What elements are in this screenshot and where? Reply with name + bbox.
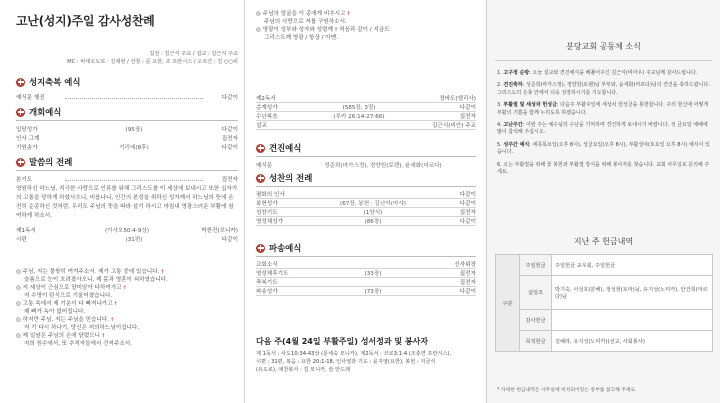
cross-icon: [16, 158, 25, 167]
collect-prayer: 영원하신 하느님, 지극한 사랑으로 인류를 위해 그리스도를 이 세상에 보내시고 또한 십자가의 고통을 당하게 하셨사오니, 비옵나니, 인간의 본성을 취하신 성자께서 하느님의 뜻에 온전히 순종하신 것처럼, 우리도 주님의 뜻을 따라 살기 하시고 마침내 영광스러운 부활에 참여하게 하소서.: [16, 186, 238, 219]
service-row: 입당성가 (95장) 다같이: [16, 126, 238, 133]
finance-group-cell: 구분: [496, 255, 520, 352]
service-row: 축복기도 집전자: [256, 280, 476, 286]
credit-line-2: MC : 바대오도로 · 김재현 / 선창 : 문 요한, 조 프란시스 / 오르간 : 김 ○○피: [67, 59, 238, 65]
finance-detail: 주일헌금 교우회, 주일헌금: [552, 255, 713, 276]
service-row: 본기도 집전자: [16, 176, 238, 183]
section-title: 견진예식: [269, 143, 302, 153]
psalm-responses-continued: [256, 10, 476, 42]
section-title: 성지축복 예식: [29, 77, 81, 87]
credits: [16, 50, 238, 66]
service-row: 인사 그계 집전자: [16, 135, 238, 142]
finance-detail: 김혜라, 유지성(노미카)(선교, 사회봉사): [552, 331, 713, 352]
finance-detail: [552, 310, 713, 331]
cross-icon: [256, 174, 265, 183]
service-row: 예식문 정준희(마가스정), 정양원(로렌), 윤세화(마르다): [256, 162, 442, 169]
finance-table: [495, 254, 713, 352]
readings: [256, 94, 476, 130]
service-row: 파송성가 (73장) 다같이: [256, 289, 476, 295]
notice-item: 1. 고구정 순방: 오늘 설교와 견진예식을 베풀어주신 김근식(비아우) 주교님께 감사드립니다.: [497, 70, 698, 76]
notice-list: [497, 70, 710, 181]
psalm-responses: [16, 268, 238, 348]
response-line: 슬픔으로 눈이 흐려졌사오니, 제 몸과 영혼이 쇠하였습니다.: [24, 277, 168, 283]
announcements-column: [486, 0, 720, 403]
section-word: [16, 156, 238, 243]
response-line: 주님의 사랑으로 저를 구원하소서.: [264, 19, 347, 25]
section-confirmation: [256, 142, 476, 169]
section-opening: [16, 106, 238, 151]
response-line: 저 수명이 탄식으로 기울어졌습니다.: [24, 293, 113, 299]
cross-icon: [16, 78, 25, 87]
cross-icon: [256, 244, 265, 253]
finance-note: * 자세한 헌금내역은 사무실에 비치되어있는 장부를 참고해 주세요.: [497, 388, 637, 393]
service-row: 설교 김근식(비안) 주교: [256, 123, 476, 129]
notice-item: 4. 고난주간: 이번 주는 예수님의 수난을 기억하며 경건하게 보내시기 바랍니다. 성 금요일 예배에 많이 참석해 주십시오.: [497, 122, 708, 136]
service-row: 성찬기도 (1양식) 집전자: [256, 210, 476, 216]
notice-item: 2. 견진축하: 성준희(마가스정), 정양원(로렌)님 부부와, 윤세화(마르다)님의 견진을 축하드립니다. 그리스도의 은총 안에서 더욱 성장하시기를 기도합니다.: [497, 82, 710, 96]
service-row: 평화의 인사 다같이: [256, 192, 476, 198]
section-title: 말씀의 전례: [29, 157, 73, 167]
service-row: 교회소식 신자위장: [256, 262, 476, 268]
section-title: 성찬의 전례: [269, 173, 313, 183]
next-week-heading: 다음 주(4월 24일 부활주일) 성서정과 및 봉사자: [256, 337, 429, 346]
table-row: [496, 276, 713, 310]
service-row: 예식문 행진 다같이: [16, 94, 238, 101]
notice-item: 5. 성주간 예식: 세족목요일(오후 8시), 성금요일(오후 8시), 부활성야(토요일 오후 8시) 예식이 있습니다.: [497, 141, 710, 156]
finance-kind: 십일조: [520, 276, 552, 310]
section-dismissal: [256, 242, 476, 296]
response-line: 그리스도께 영광 / 항상 / 아멘.: [264, 35, 338, 41]
cross-icon: [256, 144, 265, 153]
notice-item: 3. 부활절 및 세성차 헌성금: 다음주 부활주일에 세성차 헌성금을 봉헌합니다. 주의 현신에 어떻게 부활의 기쁨을 함께 누리도록 하겠습니다.: [497, 102, 709, 116]
service-row: 기원송가 기리에(8후) 다같이: [16, 144, 238, 151]
service-row: 층계성가 (585장, 3절) 다같이: [256, 105, 476, 111]
credit-line-1: 집전 : 김근식 주교 / 설교 : 김근식 주교: [149, 51, 238, 57]
response-line: ◎ 영광이 성부와 성자와 성령께 † 처음과 같이 / 지금도: [256, 27, 390, 33]
service-row: 수난복음 (루카 26:14-27:66) 집전자: [256, 114, 476, 120]
notice-item: 6. 오는 부활절을 위해 꽃 봉헌과 부활절 장식을 위해 봉사자를 찾습니다. 교회 사무실로 문의해 주세요.: [497, 161, 710, 176]
cross-icon: [16, 108, 25, 117]
response-line: ◎ 하지만 주님, 저는 주님을 믿습니다. †: [16, 317, 114, 323]
response-line: ◎ 고통 속에서 제 기운이 다 빠져나가고 †: [16, 301, 118, 307]
service-row: 봉헌성가 (67장, 봉헌 : 김난이(마샤) 다같이: [256, 201, 476, 207]
service-row: 영성체성가 (86장) 다같이: [256, 219, 476, 225]
table-row: [496, 255, 713, 276]
finance-detail: 박기숙, 이성호(분해), 정성현(토마)님, 유지성(노미카), 안건희(마르다)님: [552, 276, 713, 310]
service-row: 제1독서 (이사오50:4-9상) 박찬진(모니카): [16, 227, 238, 234]
section-palm-blessing: [16, 76, 238, 101]
service-row: 제2독서 정바도(엘리사): [256, 96, 476, 102]
response-line: ◎ 저 세상이 근심으로 말미암아 다하여가고 †: [16, 285, 127, 291]
service-row: 시편 (31편) 다같이: [16, 236, 238, 243]
response-line: 저희 원수에서, 또 추적자들에서 건져주소서.: [24, 341, 132, 347]
next-week-line: (유도로), 애찬봉사 : 김 모니카, 슬 안드레: [256, 367, 351, 373]
finance-kind: 목적헌금: [520, 331, 552, 352]
table-row: [496, 310, 713, 331]
table-row: [496, 331, 713, 352]
next-week-lectionary: [256, 336, 480, 374]
section-eucharist: [256, 172, 476, 226]
response-line: 저 기 다시 하나기, 당신은 저의하느님이십니다.: [24, 325, 140, 331]
notice-title: 분당교회 공동체 소식: [566, 42, 641, 51]
response-line: ◎ 제 일날은 주님의 손에 달렸으니 †: [16, 333, 105, 339]
next-week-line: 시편 : 31편, 복음 : 요한 20:1-18, 인사영과 기도 : 윤지영(요한), 봉헌 : 지금식: [256, 359, 436, 365]
response-line: ◎ 주님, 저는 불쌍히 여겨주소서. 제가 고통 중에 있습니다. †: [16, 269, 164, 275]
response-line: ◎ 주님의 얼굴을 이 종에게 비추시고 †: [256, 11, 351, 17]
next-week-line: 제 1독서 : 사도10:34-43상 (문세숙 모니카), 제2독서 : 코로3:1-4 (조충연 프란시스),: [256, 351, 452, 357]
service-row: 영성체후기도 (33장) 집전자: [256, 271, 476, 277]
finance-kind: 감사헌금: [520, 310, 552, 331]
section-title: 개회예식: [29, 107, 62, 117]
section-title: 파송예식: [269, 243, 302, 253]
response-line: 제 뼈가 녹아 없어집니다.: [24, 309, 86, 315]
finance-kind: 주일헌금: [520, 255, 552, 276]
page-title: 고난(성지)주일 감사성찬례: [16, 14, 155, 28]
finance-title: 지난 주 헌금내역: [573, 237, 634, 246]
